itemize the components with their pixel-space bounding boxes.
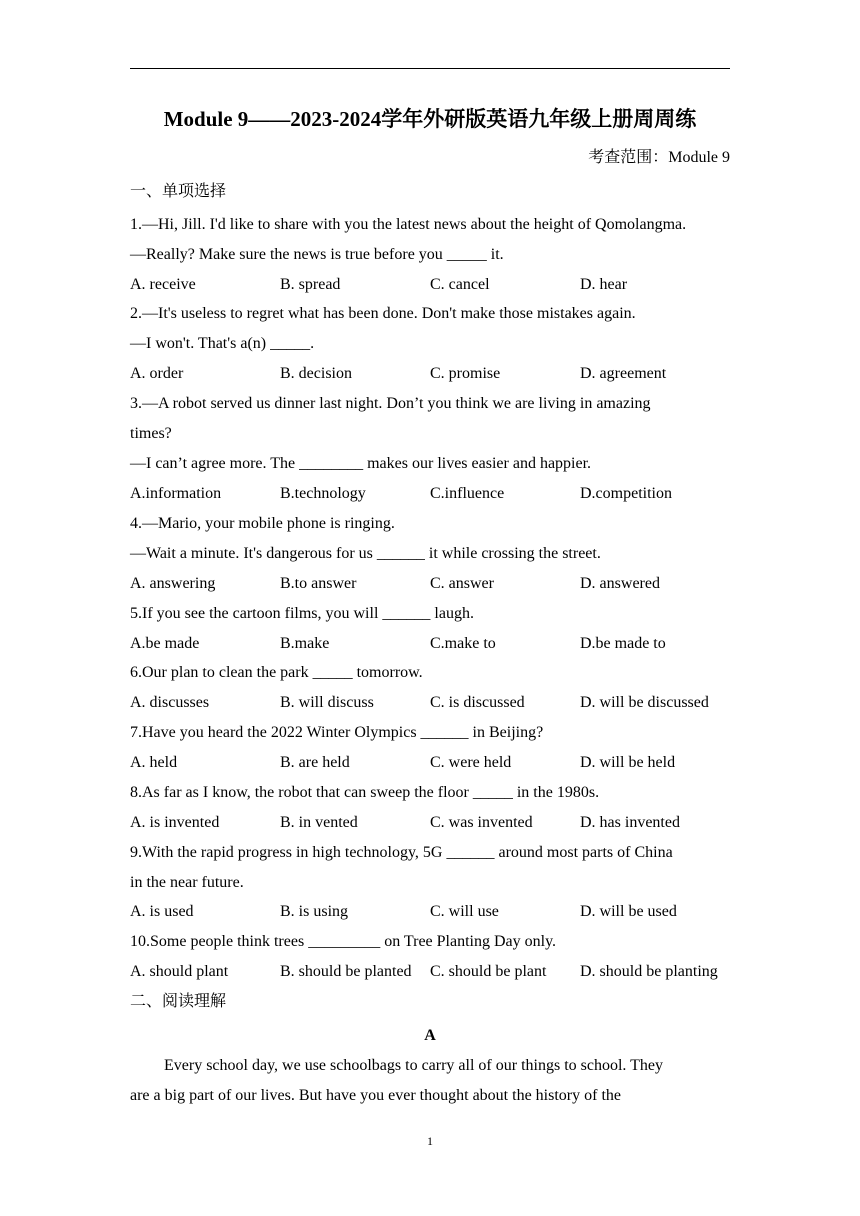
question-2-line-2: —I won't. That's a(n) _____. — [130, 335, 315, 352]
option-a: A. is invented — [130, 814, 220, 831]
option-b: B. spread — [280, 276, 341, 293]
option-c: C. cancel — [430, 276, 490, 293]
option-a: A. held — [130, 754, 178, 771]
page-title: Module 9——2023-2024学年外研版英语九年级上册周周练 — [163, 107, 697, 131]
option-a: A. is used — [130, 903, 194, 920]
exam-scope: 考查范围：Module 9 — [588, 149, 730, 166]
question-3-line-1: 3.—A robot served us dinner last night. Don’t you think we are living in amazing — [130, 395, 651, 412]
option-c: C. answer — [430, 575, 494, 592]
option-b: B.make — [280, 635, 330, 652]
question-8-line-1: 8.As far as I know, the robot that can sweep the floor _____ in the 1980s. — [130, 784, 600, 801]
option-b: B. are held — [280, 754, 350, 771]
option-d: D. answered — [580, 575, 660, 592]
option-a: A.information — [130, 485, 222, 502]
option-d: D. will be discussed — [580, 694, 709, 711]
option-a: A.be made — [130, 635, 200, 652]
question-4-line-2: —Wait a minute. It's dangerous for us ______ it while crossing the street. — [130, 545, 601, 562]
question-5-options — [130, 633, 750, 655]
question-1-line-1: 1.—Hi, Jill. I'd like to share with you the latest news about the height of Qomolangma. — [130, 216, 687, 233]
option-d: D. should be planting — [580, 963, 718, 980]
option-c: C. were held — [430, 754, 512, 771]
option-a: A. should plant — [130, 963, 229, 980]
question-3-options — [130, 483, 750, 505]
question-9-options — [130, 901, 750, 923]
question-4-line-1: 4.—Mario, your mobile phone is ringing. — [130, 515, 395, 532]
option-c: C. is discussed — [430, 694, 525, 711]
question-6-options — [130, 692, 750, 714]
option-d: D. hear — [580, 276, 628, 293]
option-b: B. decision — [280, 365, 352, 382]
passage-line-2: are a big part of our lives. But have you ever thought about the history of the — [130, 1087, 621, 1104]
option-c: C. will use — [430, 903, 499, 920]
option-d: D.competition — [580, 485, 672, 502]
question-2-options — [130, 363, 750, 385]
question-8-options — [130, 812, 750, 834]
question-10-options — [130, 961, 750, 983]
question-4-options — [130, 573, 750, 595]
question-9-line-1: 9.With the rapid progress in high technology, 5G ______ around most parts of China — [130, 844, 673, 861]
option-d: D. will be held — [580, 754, 676, 771]
option-d: D. has invented — [580, 814, 680, 831]
question-10-line-1: 10.Some people think trees _________ on Tree Planting Day only. — [130, 933, 557, 950]
option-c: C.make to — [430, 635, 496, 652]
option-d: D. will be used — [580, 903, 677, 920]
question-6-line-1: 6.Our plan to clean the park _____ tomorrow. — [130, 664, 423, 681]
question-5-line-1: 5.If you see the cartoon films, you will ______ laugh. — [130, 605, 474, 622]
question-2-line-1: 2.—It's useless to regret what has been done. Don't make those mistakes again. — [130, 305, 636, 322]
question-3-line-3: —I can’t agree more. The ________ makes our lives easier and happier. — [130, 455, 592, 472]
option-a: A. order — [130, 365, 184, 382]
option-c: C. promise — [430, 365, 501, 382]
option-b: B. in vented — [280, 814, 358, 831]
question-3-line-2: times? — [130, 425, 172, 442]
question-7-line-1: 7.Have you heard the 2022 Winter Olympics ______ in Beijing? — [130, 724, 544, 741]
passage-line-1: Every school day, we use schoolbags to carry all of our things to school. They — [164, 1057, 663, 1074]
option-c: C.influence — [430, 485, 505, 502]
question-9-line-2: in the near future. — [130, 874, 244, 891]
question-1-line-2: —Really? Make sure the news is true before you _____ it. — [130, 246, 504, 263]
option-b: B. is using — [280, 903, 349, 920]
option-b: B. should be planted — [280, 963, 412, 980]
option-c: C. was invented — [430, 814, 533, 831]
section-heading-multiple-choice: 一、单项选择 — [130, 183, 227, 200]
option-c: C. should be plant — [430, 963, 547, 980]
header-rule — [130, 68, 730, 69]
option-a: A. receive — [130, 276, 196, 293]
option-b: B.technology — [280, 485, 366, 502]
option-a: A. answering — [130, 575, 216, 592]
section-heading-reading: 二、阅读理解 — [130, 993, 227, 1010]
question-1-options — [130, 274, 750, 296]
option-b: B. will discuss — [280, 694, 374, 711]
option-b: B.to answer — [280, 575, 357, 592]
question-7-options — [130, 752, 750, 774]
passage-label: A — [424, 1027, 436, 1044]
option-d: D. agreement — [580, 365, 667, 382]
option-d: D.be made to — [580, 635, 666, 652]
option-a: A. discusses — [130, 694, 210, 711]
page-number: 1 — [427, 1134, 433, 1148]
